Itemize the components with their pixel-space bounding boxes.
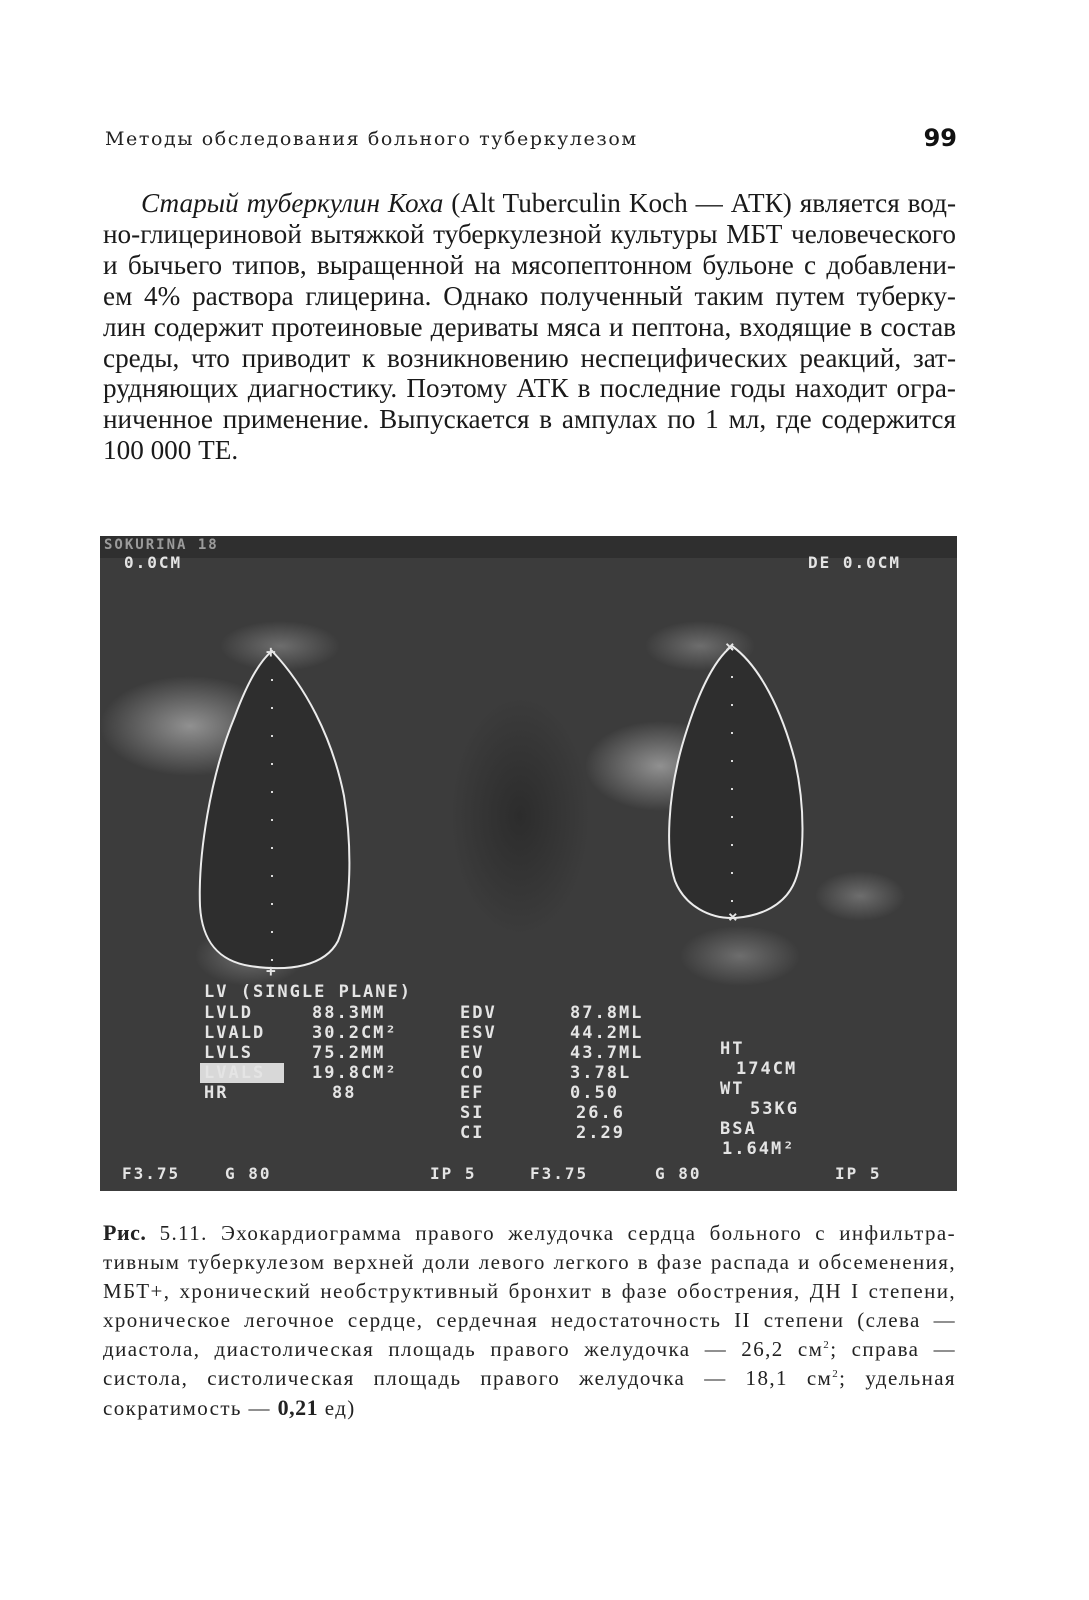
echocardiogram-image bbox=[100, 536, 957, 1191]
height-label: HT bbox=[720, 1039, 745, 1059]
top-left-readout: 0.0CM bbox=[124, 553, 183, 572]
paragraph-line: ем 4% раствора глицерина. Однако полученный таким путем туберку- bbox=[103, 280, 956, 311]
systole-base-marker: × bbox=[728, 907, 740, 926]
paragraph-line: лин содержит протеиновые дериваты мяса и пептона, входящие в состав bbox=[103, 311, 956, 342]
paragraph-line: (Alt Tuberculin Koch — АТК) является вод- bbox=[451, 188, 957, 218]
systole-apex-marker: × bbox=[725, 637, 737, 656]
ip-right: IP 5 bbox=[835, 1164, 882, 1183]
height-value: 174CM bbox=[736, 1059, 798, 1079]
tissue-echo bbox=[680, 926, 800, 986]
caption-number: 5.11. bbox=[159, 1221, 208, 1245]
top-right-readout: DE 0.0CM bbox=[808, 553, 902, 572]
row-value: 88.3MM bbox=[312, 1003, 386, 1023]
caption-text: ; удельная сократимость — bbox=[103, 1366, 956, 1420]
row-label: EDV bbox=[460, 1003, 497, 1023]
row-value: 88 bbox=[332, 1083, 357, 1103]
tissue-shadow bbox=[450, 696, 590, 936]
paragraph-lead-italic: Старый туберкулин Коха bbox=[141, 188, 444, 218]
weight-value: 53KG bbox=[750, 1099, 799, 1119]
row-value: 2.29 bbox=[576, 1123, 625, 1143]
row-label: LVLD bbox=[204, 1003, 253, 1023]
frequency-mid: F3.75 bbox=[530, 1164, 589, 1183]
frequency-left: F3.75 bbox=[122, 1164, 181, 1183]
page-number: 99 bbox=[923, 124, 957, 152]
measure-title: LV (SINGLE PLANE) bbox=[204, 982, 412, 1002]
running-header bbox=[105, 124, 957, 158]
diastole-apex-marker: + bbox=[266, 642, 278, 661]
running-title: Методы обследования больного туберкулезом bbox=[105, 128, 638, 150]
row-value: 26.6 bbox=[576, 1103, 625, 1123]
caption-label: Рис. bbox=[103, 1220, 147, 1245]
row-label: EV bbox=[460, 1043, 485, 1063]
body-paragraph bbox=[103, 188, 956, 466]
row-value: 3.78L bbox=[570, 1063, 632, 1083]
caption-superscript: 2 bbox=[823, 1339, 831, 1351]
row-value: 43.7ML bbox=[570, 1043, 644, 1063]
caption-superscript: 2 bbox=[832, 1368, 840, 1380]
gain-left: G 80 bbox=[225, 1164, 272, 1183]
row-value: 30.2CM² bbox=[312, 1023, 398, 1043]
caption-text: ; справа — систола, систолическая площадь правого желудочка — 18,1 см bbox=[103, 1337, 956, 1390]
row-label: LVALS bbox=[204, 1063, 266, 1083]
paragraph-line: среды, что приводит к возникновению неспецифических реакций, зат- bbox=[103, 342, 956, 373]
row-value: 75.2MM bbox=[312, 1043, 386, 1063]
paragraph-line: рудняющих диагностику. Поэтому АТК в последние годы находит огра- bbox=[103, 373, 956, 404]
row-label: HR bbox=[204, 1083, 229, 1103]
caption-bold-value: 0,21 bbox=[277, 1395, 319, 1420]
paragraph-line: и бычьего типов, выращенной на мясопептонном бульоне с добавлени- bbox=[103, 249, 956, 280]
caption-text: Эхокардиограмма правого желудочка сердца больного с инфильтра-тивным туберкулезом верхней доли левого легкого в фазе распада и обсеменения, МБТ+, хронический необструктивный бронхит в фазе обострения, ДН I степени, хроническое легочное сердце, сердечная недостаточность II степени (слева — диастола, диастолическая площадь правого желудочка — 26,2 см bbox=[103, 1221, 957, 1361]
row-value: 0.50 bbox=[570, 1083, 619, 1103]
row-value: 44.2ML bbox=[570, 1023, 644, 1043]
row-label: ESV bbox=[460, 1023, 497, 1043]
echocardiogram-figure bbox=[100, 536, 957, 1191]
row-label: CO bbox=[460, 1063, 485, 1083]
row-label: CI bbox=[460, 1123, 485, 1143]
tissue-echo bbox=[815, 871, 905, 921]
row-label: LVLS bbox=[204, 1043, 253, 1063]
row-value: 87.8ML bbox=[570, 1003, 644, 1023]
bsa-value: 1.64M² bbox=[722, 1139, 796, 1159]
top-banner-text: SOKURINA 18 bbox=[104, 537, 219, 553]
diastole-base-marker: + bbox=[266, 961, 278, 980]
paragraph-line: ниченное применение. Выпускается в ампулах по 1 мл, где содержится bbox=[103, 404, 956, 435]
bsa-label: BSA bbox=[720, 1119, 757, 1139]
caption-text: ед) bbox=[318, 1396, 356, 1420]
paragraph-line: но-глицериновой вытяжкой туберкулезной культуры МБТ человеческого bbox=[103, 218, 956, 249]
row-label: LVALD bbox=[204, 1023, 266, 1043]
row-value: 19.8CM² bbox=[312, 1063, 398, 1083]
ip-mid: IP 5 bbox=[430, 1164, 477, 1183]
row-label: SI bbox=[460, 1103, 485, 1123]
row-label: EF bbox=[460, 1083, 485, 1103]
weight-label: WT bbox=[720, 1079, 745, 1099]
paragraph-line: 100 000 ТЕ. bbox=[103, 435, 239, 466]
figure-caption bbox=[103, 1218, 956, 1423]
gain-right: G 80 bbox=[655, 1164, 702, 1183]
